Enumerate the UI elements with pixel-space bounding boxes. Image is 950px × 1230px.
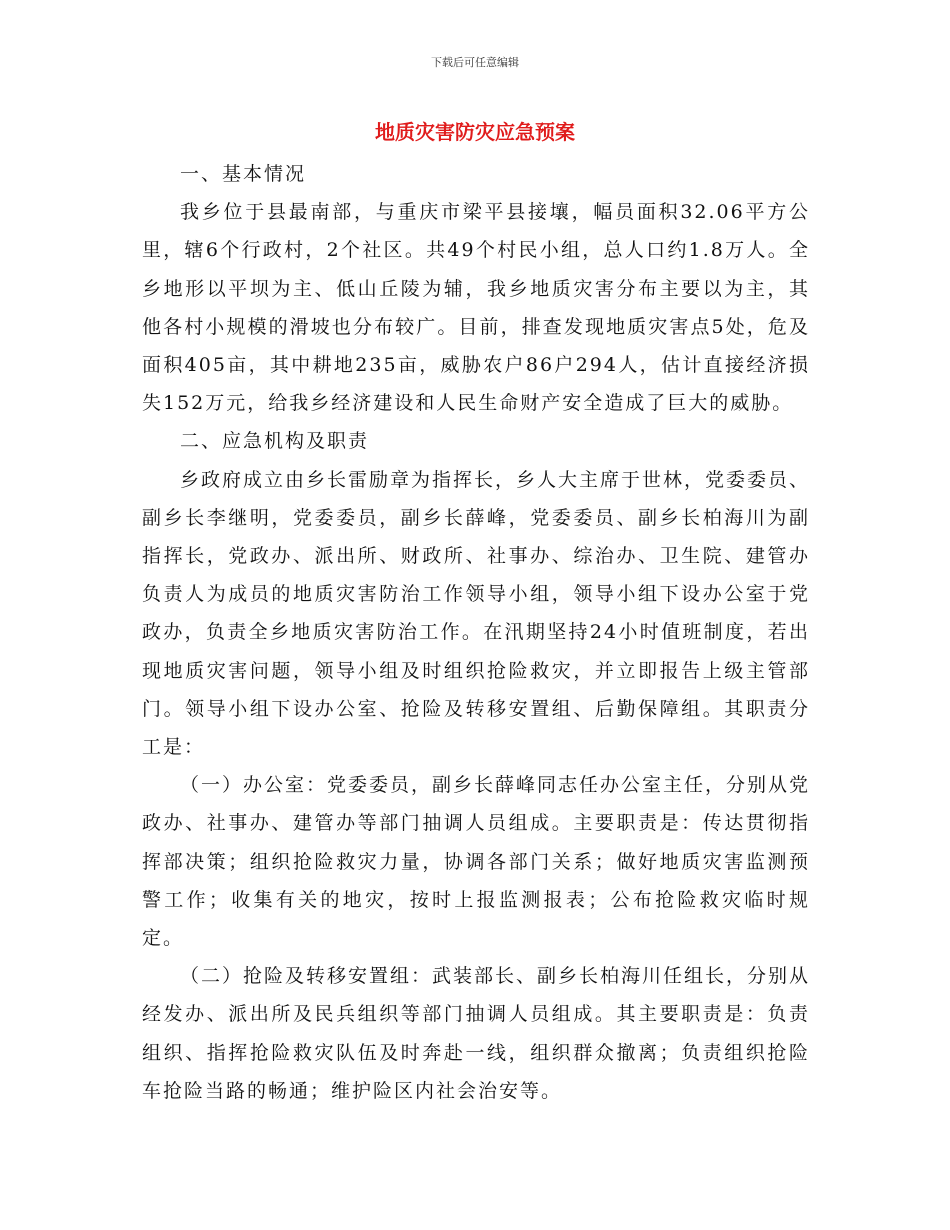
paragraph-rescue-group-duties: （二）抢险及转移安置组：武装部长、副乡长柏海川任组长，分别从经发办、派出所及民兵组织等部门抽调人员组成。其主要职责是：负责组织、指挥抢险救灾队伍及时奔赴一线，组织群众撤离；负责组织抢险车抢险当路的畅通；维护险区内社会治安等。	[142, 965, 811, 1102]
paragraph-office-duties: （一）办公室：党委委员，副乡长薛峰同志任办公室主任，分别从党政办、社事办、建管办等部门抽调人员组成。主要职责是：传达贯彻指挥部决策；组织抢险救灾力量，协调各部门关系；做好地质灾害监测预警工作；收集有关的地灾，按时上报监测报表；公布抢险救灾临时规定。	[142, 774, 811, 950]
page-header-note: 下载后可任意编辑	[431, 56, 519, 69]
section-heading-emergency-org: 二、应急机构及职责	[180, 430, 370, 453]
paragraph-basic-info: 我乡位于县最南部，与重庆市梁平县接壤，幅员面积32.06平方公里，辖6个行政村，2个社区。共49个村民小组，总人口约1.8万人。全乡地形以平坝为主、低山丘陵为辅，我乡地质灾害分布主要以为主，其他各村小规模的滑坡也分布较广。目前，排查发现地质灾害点5处，危及面积405亩，其中耕地235亩，威胁农户86户294人，估计直接经济损失152万元，给我乡经济建设和人民生命财产安全造成了巨大的威胁。	[142, 201, 810, 415]
section-heading-basic-info: 一、基本情况	[180, 163, 307, 185]
document-body	[142, 155, 810, 1110]
paragraph-emergency-org: 乡政府成立由乡长雷励章为指挥长，乡人大主席于世林，党委委员、副乡长李继明，党委委员，副乡长薛峰，党委委员、副乡长柏海川为副指挥长，党政办、派出所、财政所、社事办、综治办、卫生院、建管办负责人为成员的地质灾害防治工作领导小组，领导小组下设办公室于党政办，负责全乡地质灾害防治工作。在汛期坚持24小时值班制度，若出现地质灾害问题，领导小组及时组织抢险救灾，并立即报告上级主管部门。领导小组下设办公室、抢险及转移安置组、后勤保障组。其职责分工是：	[142, 468, 811, 759]
document-title: 地质灾害防灾应急预案	[375, 120, 575, 144]
